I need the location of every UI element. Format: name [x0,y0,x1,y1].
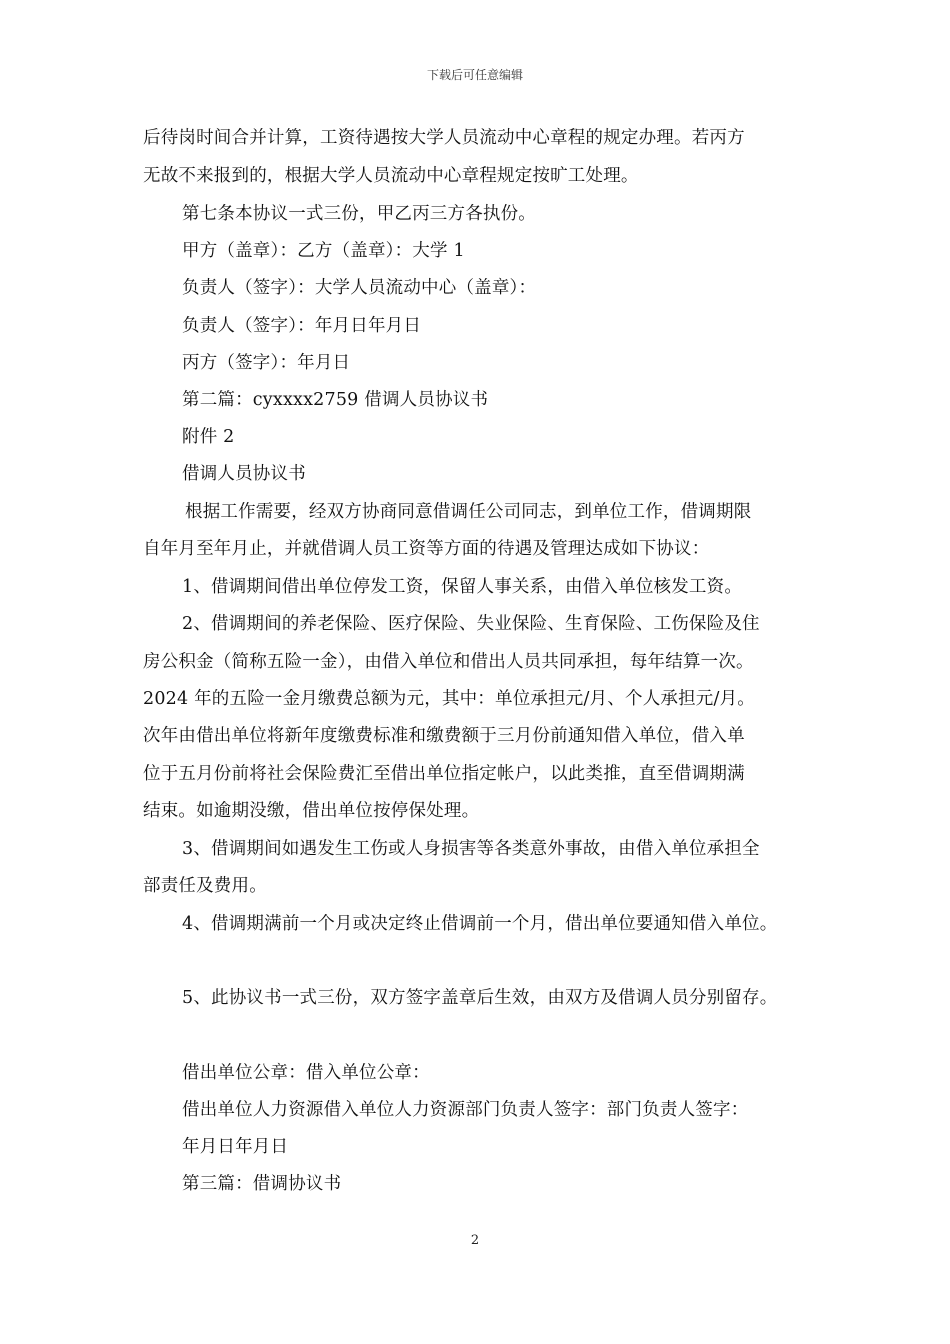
clause-2: 2、借调期间的养老保险、医疗保险、失业保险、生育保险、工伤保险及住 [182,614,760,634]
body-line: 负责人（签字）：大学人员流动中心（盖章）： [182,278,537,298]
body-line: 后待岗时间合并计算，工资待遇按大学人员流动中心章程的规定办理。若丙方 [143,128,745,148]
section-title: 第二篇：cyxxxx2759 借调人员协议书 [182,390,489,410]
section-title: 第三篇：借调协议书 [182,1174,342,1194]
body-line: 甲方（盖章）：乙方（盖章）：大学 1 [182,241,465,261]
clause-1: 1、借调期间借出单位停发工资，保留人事关系，由借入单位核发工资。 [182,577,743,597]
body-line: 位于五月份前将社会保险费汇至借出单位指定帐户，以此类推，直至借调期满 [143,764,745,784]
body-line: 无故不来报到的，根据大学人员流动中心章程规定按旷工处理。 [143,166,639,186]
body-line: 部责任及费用。 [143,876,267,896]
date-line: 年月日年月日 [182,1137,289,1157]
body-line: 负责人（签字）：年月日年月日 [182,316,422,336]
agreement-title: 借调人员协议书 [182,464,306,484]
page-header: 下载后可任意编辑 [426,68,523,82]
page-number: 2 [470,1233,480,1248]
body-line: 第七条本协议一式三份，甲乙丙三方各执份。 [182,204,536,224]
body-line: 2024 年的五险一金月缴费总额为元，其中：单位承担元/月、个人承担元/月。 [143,689,755,709]
body-line: 根据工作需要，经双方协商同意借调任公司同志，到单位工作，借调期限 [185,502,752,522]
signature-line: 借出单位公章：借入单位公章： [182,1063,430,1083]
body-line: 自年月至年月止，并就借调人员工资等方面的待遇及管理达成如下协议： [143,539,710,559]
clause-3: 3、借调期间如遇发生工伤或人身损害等各类意外事故，由借入单位承担全 [182,839,760,859]
attachment-label: 附件 2 [182,427,235,447]
clause-5: 5、此协议书一式三份，双方签字盖章后生效，由双方及借调人员分别留存。 [182,988,778,1008]
body-line: 房公积金（简称五险一金），由借入单位和借出人员共同承担，每年结算一次。 [143,652,754,672]
body-line: 丙方（签字）：年月日 [182,353,351,373]
body-line: 结束。如逾期没缴，借出单位按停保处理。 [143,801,480,821]
body-line: 次年由借出单位将新年度缴费标准和缴费额于三月份前通知借入单位，借入单 [143,726,745,746]
clause-4: 4、借调期满前一个月或决定终止借调前一个月，借出单位要通知借入单位。 [182,914,778,934]
signature-line: 借出单位人力资源借入单位人力资源部门负责人签字：部门负责人签字： [182,1100,749,1120]
